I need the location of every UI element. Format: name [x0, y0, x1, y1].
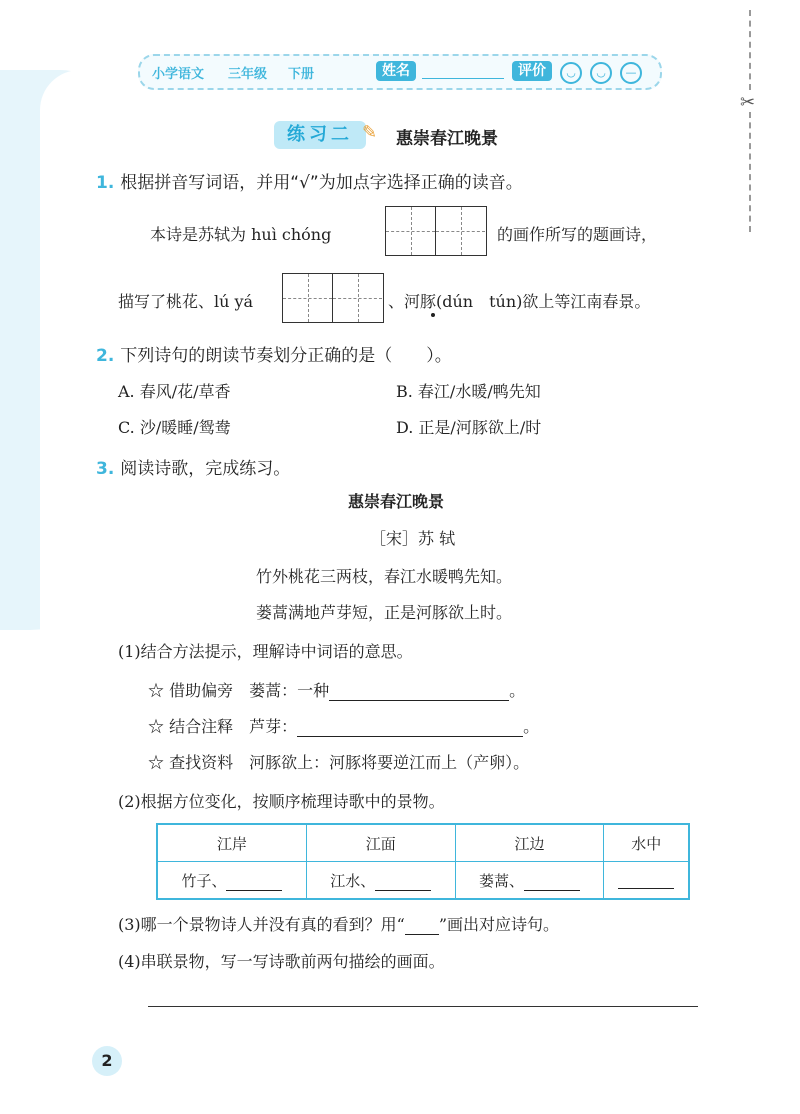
poem-author: ［宋］苏 轼: [370, 529, 456, 548]
hint-3: ☆ 查找资料 河豚欲上：河豚将要逆江而上（产卵）。: [148, 753, 530, 772]
question-2: 2. 下列诗句的朗读节奏划分正确的是（ ）。: [96, 346, 452, 366]
header-bar: [138, 54, 662, 90]
eval-label: 评价: [512, 61, 552, 81]
writing-grid-huichong[interactable]: [385, 206, 487, 256]
poem-line-2: 蒌蒿满地芦芽短，正是河豚欲上时。: [256, 603, 513, 622]
volume-label: 下册: [288, 67, 315, 82]
grid-cell[interactable]: [283, 274, 333, 322]
page-number: 2: [92, 1046, 122, 1076]
hint-2: ☆ 结合注释 芦芽： 。: [148, 717, 540, 736]
option-c[interactable]: C. 沙/暖睡/鸳鸯: [118, 418, 231, 437]
sub-question-2: (2)根据方位变化，按顺序梳理诗歌中的景物。: [118, 792, 445, 811]
table-header: 江边: [455, 824, 604, 862]
pencil-icon: ✎: [362, 122, 378, 143]
cut-line: [749, 10, 751, 90]
table-cell[interactable]: 蒌蒿、: [455, 862, 604, 900]
table-row: [157, 862, 689, 900]
q1-line2-pre: 描写了桃花、lú yá: [118, 292, 254, 311]
question-3: 3. 阅读诗歌，完成练习。: [96, 459, 291, 479]
cut-line: [749, 112, 751, 232]
name-label: 姓名: [376, 61, 416, 81]
option-a[interactable]: A. 春风/花/草香: [118, 382, 231, 401]
answer-blank[interactable]: [375, 874, 431, 891]
q1-line2-post: 、河豚(dún tún)欲上等江南春景。: [388, 292, 651, 311]
name-field[interactable]: [422, 78, 504, 79]
answer-blank[interactable]: [297, 720, 523, 737]
question-1: 1. 根据拼音写词语，并用“√”为加点字选择正确的读音。: [96, 173, 523, 193]
hint-1: ☆ 借助偏旁 蒌蒿：一种 。: [148, 681, 526, 700]
answer-blank[interactable]: [524, 874, 580, 891]
table-header-row: [157, 824, 689, 862]
table-cell[interactable]: 江水、: [306, 862, 455, 900]
answer-line[interactable]: [148, 1006, 698, 1007]
emphasis-dot: [431, 313, 435, 317]
subject-label: 小学语文: [152, 67, 205, 82]
option-d[interactable]: D. 正是/河豚欲上/时: [396, 418, 542, 437]
writing-grid-luya[interactable]: [282, 273, 384, 323]
table-cell[interactable]: 竹子、: [157, 862, 306, 900]
exercise-title: 惠崇春江晚景: [396, 129, 498, 149]
table-header: 水中: [604, 824, 689, 862]
grid-cell[interactable]: [333, 274, 382, 322]
underline-sample: [405, 918, 439, 935]
poem-title: 惠崇春江晚景: [348, 492, 445, 511]
scissors-icon: ✂: [740, 92, 756, 113]
question-3-prompt: 阅读诗歌，完成练习。: [120, 459, 291, 479]
sub-question-1: (1)结合方法提示，理解诗中词语的意思。: [118, 642, 413, 661]
question-2-prompt: 下列诗句的朗读节奏划分正确的是（ ）。: [120, 346, 452, 366]
grid-cell[interactable]: [436, 207, 485, 255]
grade-label: 三年级: [228, 67, 268, 82]
poem-line-1: 竹外桃花三两枝，春江水暖鸭先知。: [256, 567, 513, 586]
table-header: 江面: [306, 824, 455, 862]
q1-line1-pre: 本诗是苏轼为 huì chóng: [150, 225, 332, 244]
exercise-badge: 练习二: [274, 121, 366, 149]
option-b[interactable]: B. 春江/水暖/鸭先知: [396, 382, 541, 401]
smiley-neutral-icon[interactable]: ◡: [590, 62, 612, 84]
sub-question-4: (4)串联景物，写一写诗歌前两句描绘的画面。: [118, 952, 445, 971]
answer-blank[interactable]: [226, 874, 282, 891]
table-header: 江岸: [157, 824, 306, 862]
sub-question-3: (3)哪一个景物诗人并没有真的看到？用“ ”画出对应诗句。: [118, 915, 560, 934]
table-cell[interactable]: [604, 862, 689, 900]
smiley-ok-icon[interactable]: —: [620, 62, 642, 84]
answer-blank[interactable]: [329, 684, 509, 701]
grid-cell[interactable]: [386, 207, 436, 255]
q1-line1-post: 的画作所写的题画诗，: [497, 225, 658, 244]
scenery-table: [156, 823, 690, 900]
answer-blank[interactable]: [618, 872, 674, 889]
smiley-happy-icon[interactable]: ◡: [560, 62, 582, 84]
question-1-prompt: 根据拼音写词语，并用“√”为加点字选择正确的读音。: [120, 173, 523, 193]
